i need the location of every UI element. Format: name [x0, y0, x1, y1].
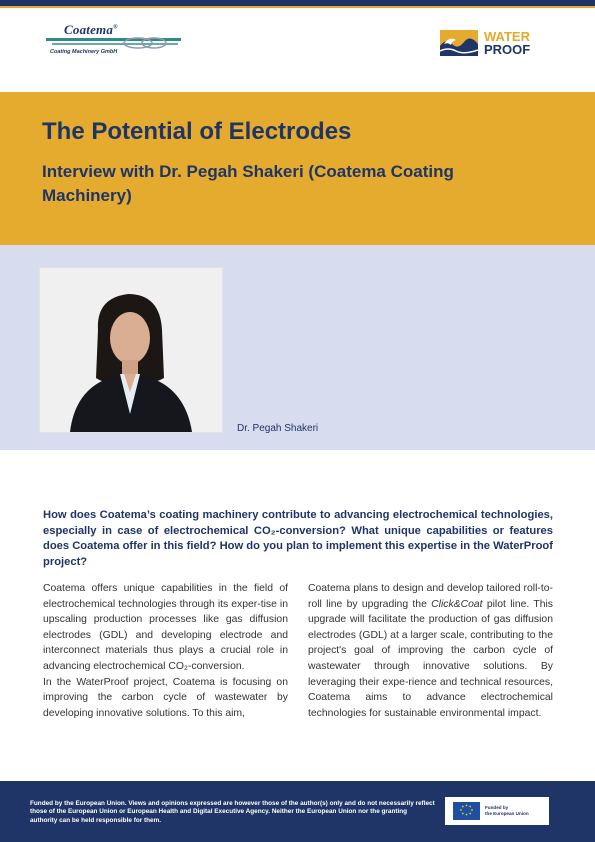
eu-flag-icon — [453, 802, 480, 820]
portrait-image — [40, 268, 222, 432]
wave-icon — [440, 30, 478, 56]
coatema-logo — [46, 22, 181, 72]
answer-paragraph: Coatema plans to design and develop tailored roll-to-roll line by upgrading the Click&Coat pilot line. This upgrade will facilitate the production of gas diffusion electrodes (GDL) at a larger scale, contributing to the project's goal of improving the carbon cycle of wastewater through innovative solutions. By leveraging their expe‑rience and technical resources, Coatema aims to advance electrochemical technologies for sustainable environmental impact. — [308, 583, 553, 719]
coatema-tagline: Coating Machinery GmbH — [50, 49, 118, 55]
eu-funding-badge — [445, 797, 549, 825]
portrait-photo — [40, 268, 222, 432]
waterproof-logo — [440, 28, 555, 62]
eu-badge-text: Funded by the European Union — [485, 805, 529, 816]
answer-paragraph: Coatema offers unique capabilities in the field of electrochemical technologies through its exper‑tise in upscaling production processes like gas diffusion electrodes (GDL) and developing electrode and interconnect materials thus plays a crucial role in advancing electrochemical CO₂-conversion. — [43, 583, 288, 672]
interview-question: How does Coatema’s coating machinery contribute to advancing electrochemical technologies, especially in case of electrochemical CO₂-conversion? What unique capabilities or features does Coatema offer in this field? How do you plan to implement this expertise in the WaterProof project? — [43, 509, 553, 568]
coatema-wordmark: Coatema® — [64, 22, 118, 37]
page-title: The Potential of Electrodes — [42, 118, 352, 145]
waterproof-word-water: WATER — [484, 29, 530, 44]
photo-caption: Dr. Pegah Shakeri — [237, 423, 319, 434]
answer-paragraph: In the WaterProof project, Coatema is focusing on improving the carbon cycle of wastewater by developing innovative solutions. To this aim, — [43, 676, 288, 719]
waterproof-word-proof: PROOF — [484, 42, 531, 57]
answer-column-left — [43, 581, 288, 721]
answer-column-right — [308, 581, 553, 721]
funding-disclaimer: Funded by the European Union. Views and opinions expressed are however those of the author(s) only and do not necessarily reflect those of the European Union or European Health and Digital Executive Agency. Neither the European Union nor the granting authority can be held responsible for them. — [30, 800, 435, 824]
page-subtitle: Interview with Dr. Pegah Shakeri (Coatema Coating Machinery) — [42, 162, 454, 205]
